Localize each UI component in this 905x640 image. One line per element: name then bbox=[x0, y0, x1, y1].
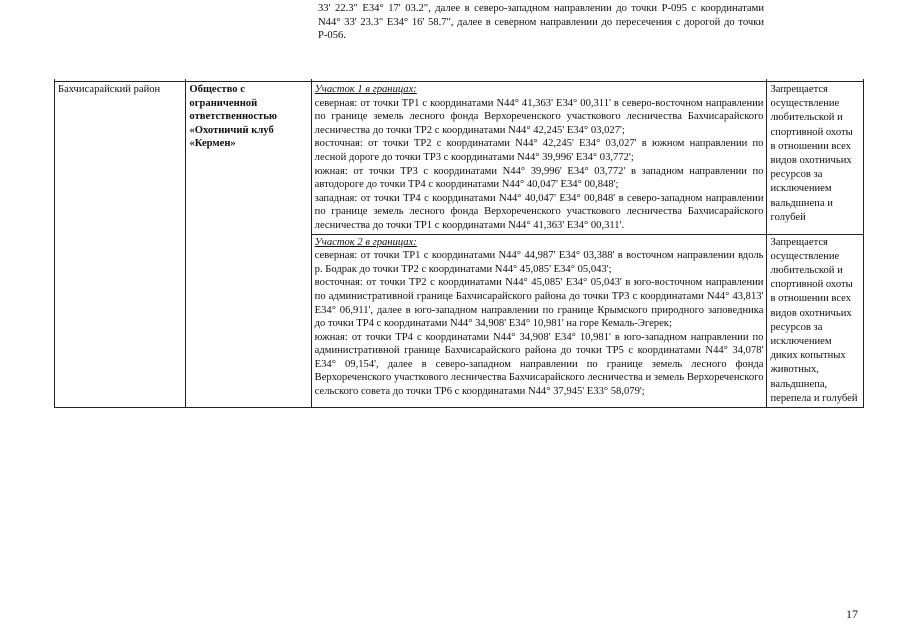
section-2-heading: Участок 2 в границах: bbox=[314, 236, 417, 248]
section-1-west: западная: от точки ТР4 с координатами N44° 40,047' E34° 00,848' в северо-западном направлении по границе земель лесного фонда Верхореченского участкового лесничества Бахчисарайского лесничества до точки ТР1 с координатами N44° 41,363' E34° 00,311'. bbox=[314, 192, 764, 231]
section-1-south: южная: от точки ТР3 с координатами N44° 39,996' E34° 03,772' в западном направлении по автодороге до точки ТР4 с координатами N44° 40,047' E34° 00,848'; bbox=[314, 165, 764, 191]
organization-cell: Общество с ограниченной ответственностью «Охотничий клуб «Кермен» bbox=[186, 82, 311, 408]
section-1-heading: Участок 1 в границах: bbox=[314, 84, 417, 95]
section-2-south: южная: от точки ТР4 с координатами N44° 34,908' E34° 10,981' в юго-западном направлении по административной границе Бахчисарайского района до точки ТР5 с координатами N44° 34,078' E34° 09,154', далее в северо-западном направлении по границе земель лесного фонда Верхореченского участкового лесничества Бахчисарайского лесничества и земель Верхореченского сельского совета до точки ТР6 с координатами N44° 37,945' E33° 58,079'; bbox=[314, 331, 764, 398]
page-number: 17 bbox=[846, 607, 858, 621]
section-2-east: восточная: от точки ТР2 с координатами N44° 45,085' E34° 05,043' в юго-восточном направлении по административной границе Бахчисарайского района до точки ТР3 с координатами N44° 43,813' E34° 06,911', далее в юго-западном направлении по границе Крымского природного заповедника до точки ТР4 с координатами N44° 34,908' E34° 10,981' на горе Кемаль-Эгерек; bbox=[314, 277, 764, 330]
section-2-north: северная: от точки ТР1 с координатами N44° 44,987' E34° 03,388' в восточном направлении вдоль р. Бодрак до точки ТР2 с координатами N44° 45,085' E34° 05,043'; bbox=[314, 250, 764, 275]
section-2-boundaries bbox=[311, 234, 767, 407]
section-1-restriction: Запрещается осуществление любительской и спортивной охоты в отношении всех видов охотничьих ресурсов за исключением вальдшнепа и голубей bbox=[767, 82, 864, 235]
section-1-boundaries bbox=[311, 82, 767, 235]
district-cell: Бахчисарайский район bbox=[55, 82, 186, 408]
section-1-north: северная: от точки ТР1 с координатами N44° 41,363' E34° 00,311' в северо-восточном направлении по границе земель лесного фонда Верхореченского участкового лесничества Бахчисарайского лесничества до точки ТР2 с координатами N44° 42,245' E34° 03,027'; bbox=[314, 97, 764, 136]
table-row-kermen-section-1 bbox=[55, 82, 864, 235]
section-2-restriction: Запрещается осуществление любительской и спортивной охоты в отношении всех видов охотничьих ресурсов за исключением диких копытных животных, вальдшнепа, перепела и голубей bbox=[767, 234, 864, 407]
section-1-east: восточная: от точки ТР2 с координатами N44° 42,245' E34° 03,027' в южном направлении по лесной дороге до точки ТР3 с координатами N44° 39,996' E34° 03,772'; bbox=[314, 138, 764, 163]
hunting-areas-table bbox=[54, 79, 864, 408]
previous-row-fragment: 33' 22.3" E34° 17' 03.2", далее в северо-западном направлении до точки Р-095 с координатами N44° 33' 23.3" E34° 16' 58.7", далее в северном направлении до пересечения с дорогой до точки Р-056. bbox=[318, 3, 764, 42]
